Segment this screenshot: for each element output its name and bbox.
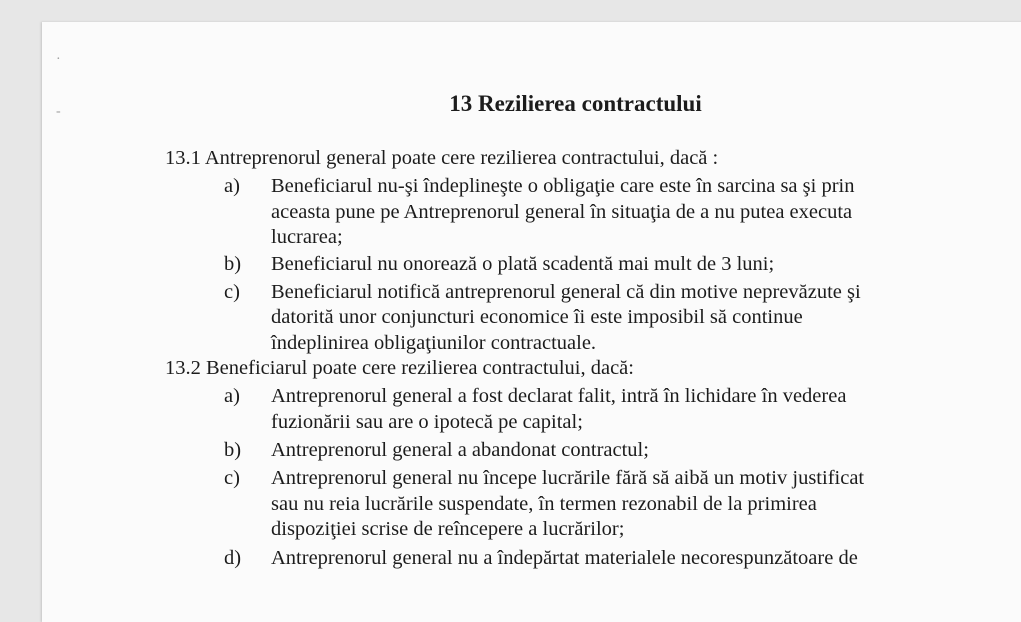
item-label: b) — [224, 253, 242, 275]
item-text-line: sau nu reia lucrările suspendate, în termen rezonabil de la primirea — [271, 493, 817, 515]
item-text-line: lucrarea; — [271, 226, 343, 248]
section-heading-13-2: 13.2 Beneficiarul poate cere rezilierea contractului, dacă: — [165, 357, 634, 379]
scan-mark: - — [56, 104, 61, 119]
item-label: c) — [224, 281, 240, 303]
item-label: d) — [224, 547, 242, 569]
item-text-line: Antreprenorul general a fost declarat falit, intră în lichidare în vederea — [271, 385, 847, 407]
item-text-line: Antreprenorul general nu începe lucrările fără să aibă un motiv justificat — [271, 467, 865, 489]
item-text-line: Beneficiarul nu-şi îndeplineşte o obligaţie care este în sarcina sa şi prin — [271, 175, 855, 197]
section-heading-13-1: 13.1 Antreprenorul general poate cere rezilierea contractului, dacă : — [165, 147, 719, 169]
item-label: b) — [224, 439, 242, 461]
item-label: a) — [224, 385, 240, 407]
section-title: 13 Rezilierea contractului — [449, 91, 702, 116]
item-text-line: fuzionării sau are o ipotecă pe capital; — [271, 411, 583, 433]
item-text-line: Antreprenorul general a abandonat contractul; — [271, 439, 649, 461]
item-label: a) — [224, 175, 240, 197]
item-text-line: datorită unor conjuncturi economice îi este imposibil să continue — [271, 306, 803, 328]
item-text-line: îndeplinirea obligaţiunilor contractuale. — [271, 332, 597, 354]
item-text-line: aceasta pune pe Antreprenorul general în situaţia de a nu putea executa — [271, 201, 853, 223]
scan-mark: · — [56, 52, 61, 67]
item-text-line: Antreprenorul general nu a îndepărtat materialele necorespunzătoare de — [271, 547, 858, 569]
item-text-line: Beneficiarul nu onorează o plată scadentă mai mult de 3 luni; — [271, 253, 775, 275]
item-text-line: dispoziţiei scrise de reîncepere a lucrărilor; — [271, 518, 625, 540]
item-label: c) — [224, 467, 240, 489]
item-text-line: Beneficiarul notifică antreprenorul general că din motive neprevăzute şi — [271, 281, 861, 303]
